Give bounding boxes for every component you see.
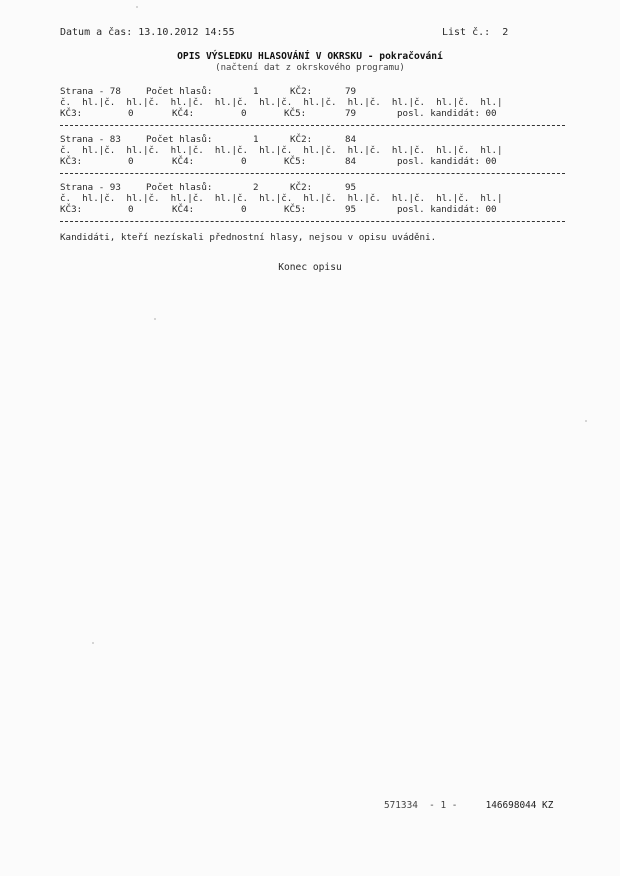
document-title: OPIS VÝSLEDKU HLASOVÁNÍ V OKRSKU - pokračování xyxy=(177,51,443,62)
votes-label: Počet hlasů: xyxy=(146,134,213,145)
scan-speck xyxy=(136,6,138,8)
kc5-label: KČ5: xyxy=(284,204,307,215)
footer-code: 146698044 KZ xyxy=(485,800,554,811)
last-candidate-label: posl. kandidát: 00 xyxy=(397,156,497,167)
kc2-label: KČ2: xyxy=(290,86,313,97)
scan-speck xyxy=(154,318,156,320)
kc2-value: 84 xyxy=(345,134,357,145)
kc3-label: KČ3: xyxy=(60,108,83,119)
candidates-note: Kandidáti, kteří nezískali přednostní hlasy, nejsou v opisu uváděni. xyxy=(60,232,437,243)
footer-prefix: 571334 - 1 - xyxy=(384,800,486,811)
kc3-label: KČ3: xyxy=(60,204,83,215)
votes-value: 1 xyxy=(253,134,259,145)
column-header-text: č. hl.|č. hl.|č. hl.|č. hl.|č. hl.|č. hl.|č. hl.|č. hl.|č. hl.|č. hl.| xyxy=(60,145,503,156)
kc3-value: 0 xyxy=(128,108,134,119)
party-block xyxy=(60,134,565,167)
last-candidate-label: posl. kandidát: 00 xyxy=(397,204,497,215)
dashed-separator xyxy=(60,221,565,222)
sheet-number-label: List č.: 2 xyxy=(442,27,509,38)
kc3-value: 0 xyxy=(128,156,134,167)
scan-speck xyxy=(92,642,94,644)
candidate-columns-row xyxy=(60,193,565,204)
party-summary-row xyxy=(60,182,565,193)
kc3-value: 0 xyxy=(128,204,134,215)
scan-speck xyxy=(585,420,587,422)
kc4-value: 0 xyxy=(241,156,247,167)
kc4-value: 0 xyxy=(241,204,247,215)
kc2-label: KČ2: xyxy=(290,182,313,193)
document-footer xyxy=(384,800,553,811)
votes-value: 2 xyxy=(253,182,259,193)
party-block xyxy=(60,86,565,119)
party-summary-row xyxy=(60,86,565,97)
party-label: Strana - 93 xyxy=(60,182,121,193)
kc5-value: 79 xyxy=(345,108,357,119)
party-block xyxy=(60,182,565,215)
party-summary-row xyxy=(60,134,565,145)
candidate-columns-row xyxy=(60,97,565,108)
last-candidate-label: posl. kandidát: 00 xyxy=(397,108,497,119)
kc-summary-row xyxy=(60,204,565,215)
kc-summary-row xyxy=(60,156,565,167)
kc5-label: KČ5: xyxy=(284,156,307,167)
kc2-value: 79 xyxy=(345,86,357,97)
column-header-text: č. hl.|č. hl.|č. hl.|č. hl.|č. hl.|č. hl.|č. hl.|č. hl.|č. hl.|č. hl.| xyxy=(60,97,503,108)
kc3-label: KČ3: xyxy=(60,156,83,167)
votes-value: 1 xyxy=(253,86,259,97)
dashed-separator xyxy=(60,173,565,174)
votes-label: Počet hlasů: xyxy=(146,182,213,193)
kc5-label: KČ5: xyxy=(284,108,307,119)
candidate-columns-row xyxy=(60,145,565,156)
kc4-label: KČ4: xyxy=(172,204,195,215)
document-subtitle: (načtení dat z okrskového programu) xyxy=(215,63,405,73)
kc2-value: 95 xyxy=(345,182,357,193)
kc4-label: KČ4: xyxy=(172,156,195,167)
kc4-label: KČ4: xyxy=(172,108,195,119)
dashed-separator xyxy=(60,125,565,126)
kc2-label: KČ2: xyxy=(290,134,313,145)
kc5-value: 84 xyxy=(345,156,357,167)
kc5-value: 95 xyxy=(345,204,357,215)
votes-label: Počet hlasů: xyxy=(146,86,213,97)
column-header-text: č. hl.|č. hl.|č. hl.|č. hl.|č. hl.|č. hl.|č. hl.|č. hl.|č. hl.|č. hl.| xyxy=(60,193,503,204)
kc-summary-row xyxy=(60,108,565,119)
kc4-value: 0 xyxy=(241,108,247,119)
party-label: Strana - 83 xyxy=(60,134,121,145)
party-label: Strana - 78 xyxy=(60,86,121,97)
datetime-label: Datum a čas: 13.10.2012 14:55 xyxy=(60,27,235,38)
end-of-document-label: Konec opisu xyxy=(278,262,342,273)
